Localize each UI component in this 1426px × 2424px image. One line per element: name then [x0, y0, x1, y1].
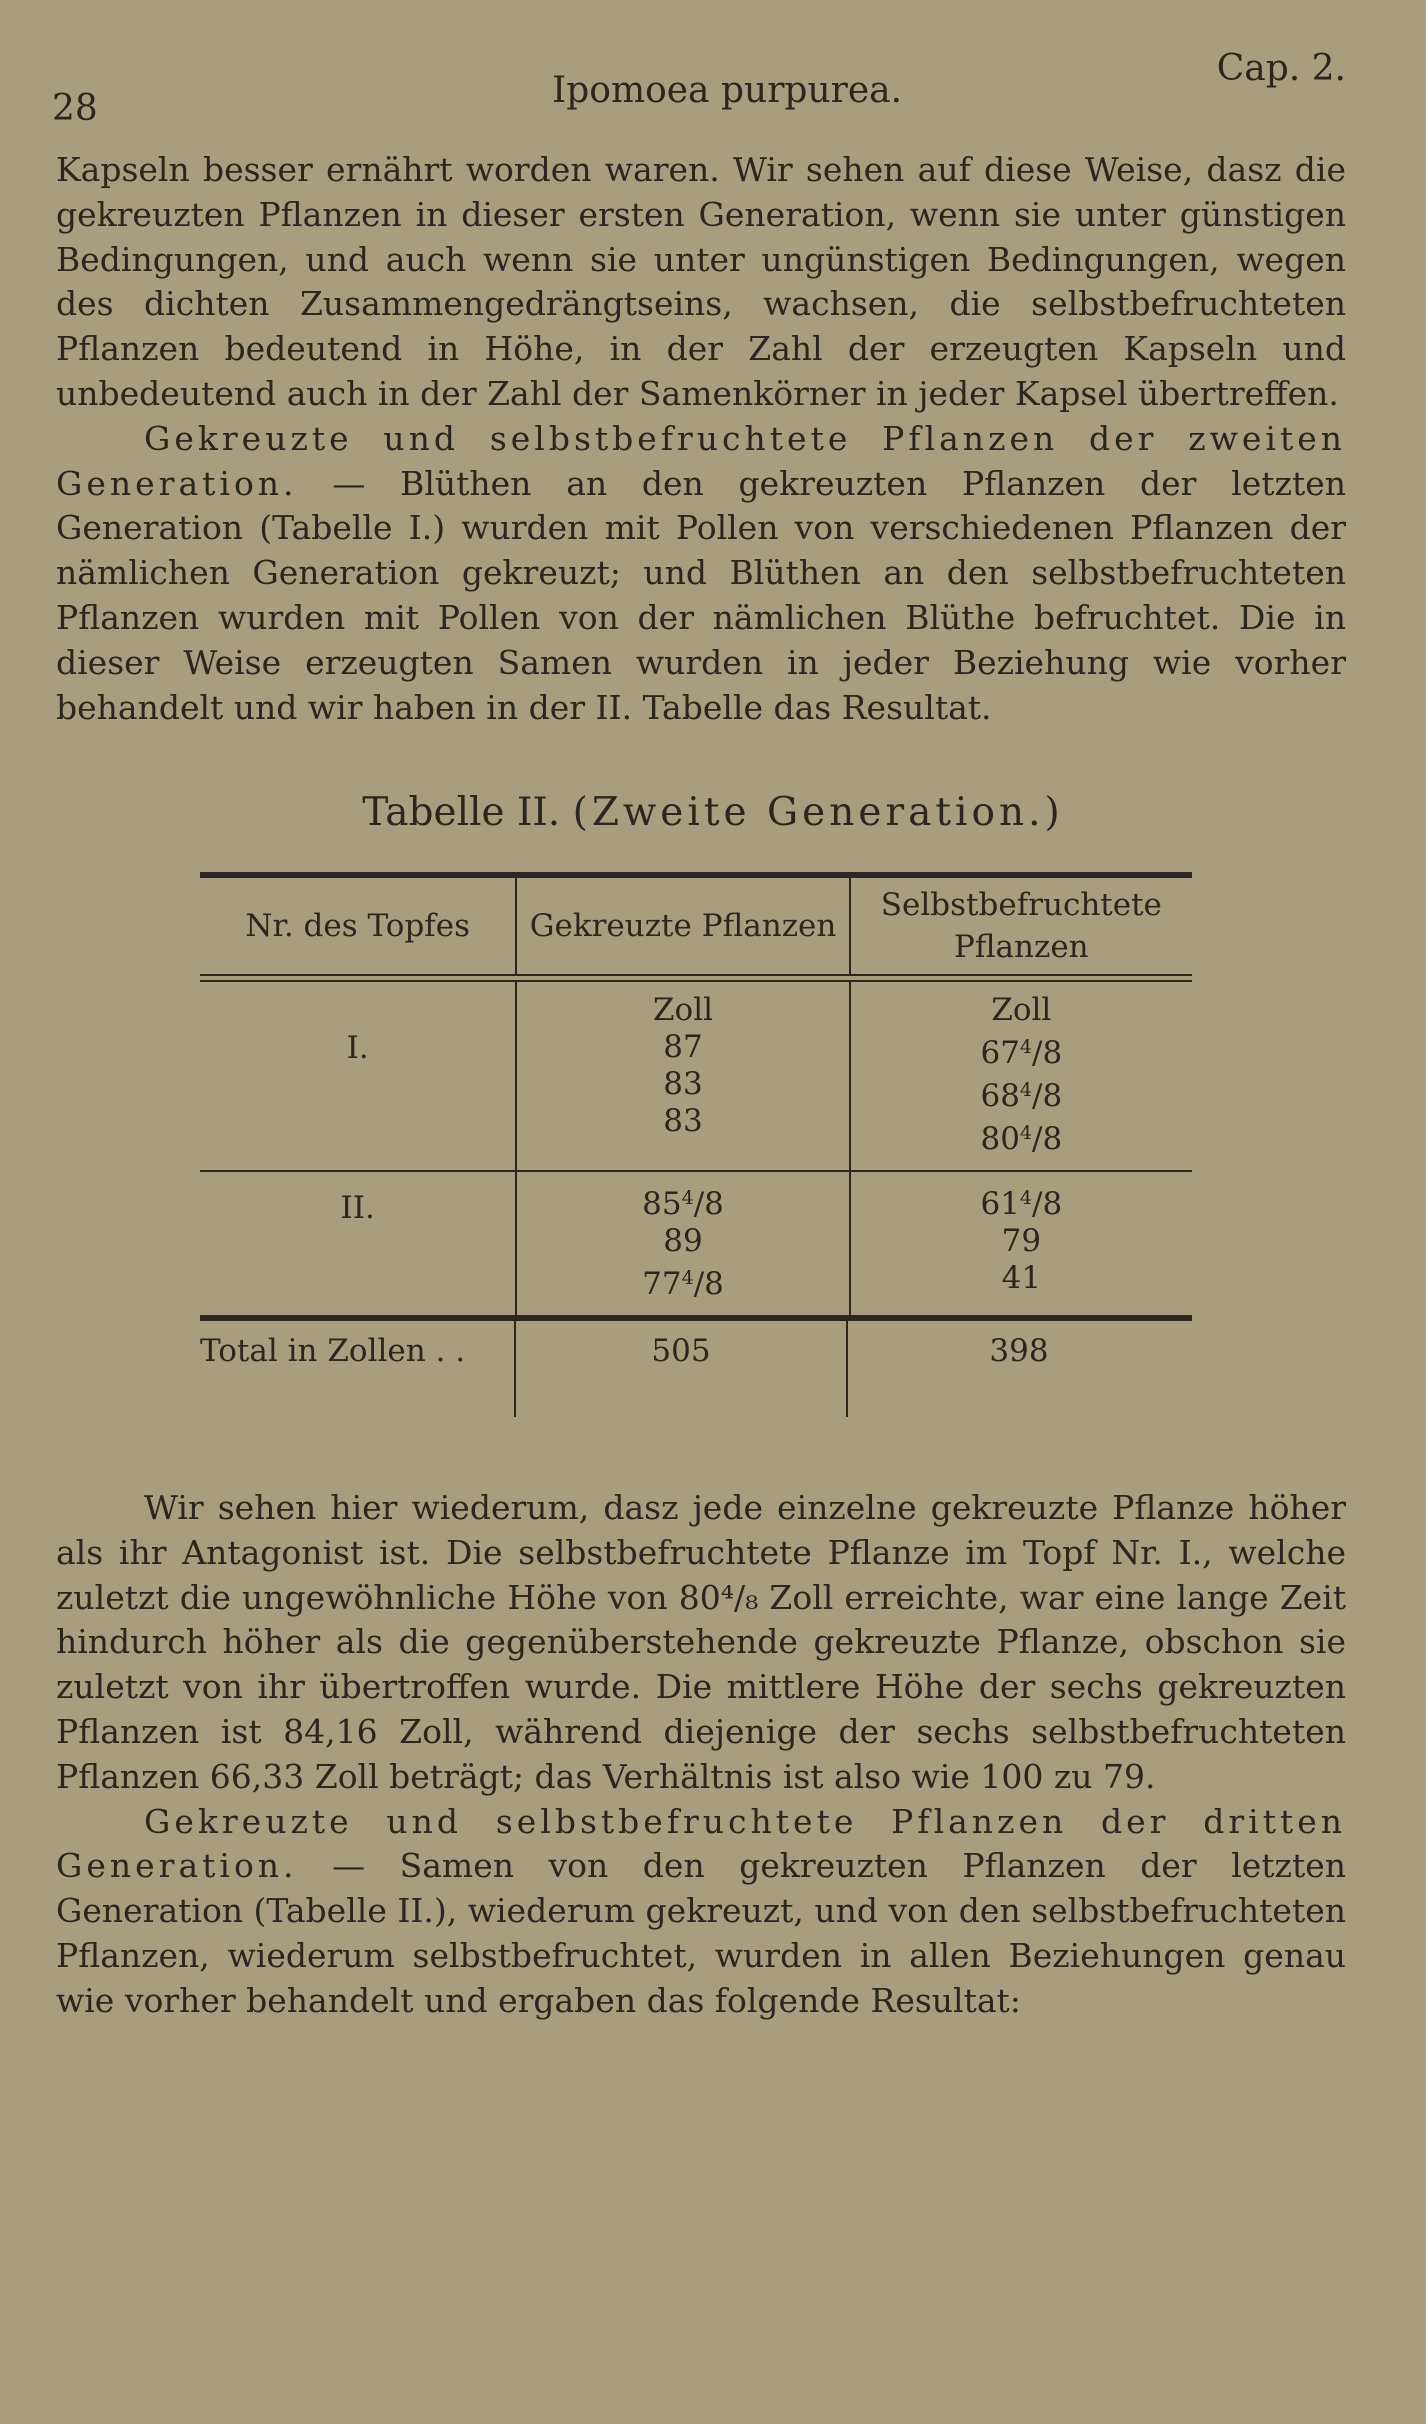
pot-label: II.	[200, 1172, 517, 1315]
table-title	[0, 790, 1426, 835]
value: $61^4/8$	[980, 1186, 1063, 1222]
paragraph-4-body: — Samen von den gekreuzten Pflanzen der letzten Generation (Tabelle II.), wiederum gekreuzt, und von den selbstbefruchteten Pflanzen, wiederum selbstbefruchtet, wurden in allen Beziehungen genau wie vorher behandelt und ergaben das folgende Resultat:	[56, 1846, 1346, 2020]
header-double-rule	[200, 974, 1192, 982]
paragraph-3: Wir sehen hier wiederum, dasz jede einzelne gekreuzte Pflanze höher als ihr Antagonist ist. Die selbstbefruchtete Pflanze im Topf Nr. I., welche zuletzt die ungewöhnliche Höhe von 80⁴/₈ Zoll erreichte, war eine lange Zeit hindurch höher als die gegenüberstehende gekreuzte Pflanze, obschon sie zuletzt von ihr übertroffen wurde. Die mittlere Höhe der sechs gekreuzten Pflanzen ist 84,16 Zoll, während diejenige der sechs selbstbefruchteten Pflanzen 66,33 Zoll beträgt; das Verhältnis ist also wie 100 zu 79.	[56, 1488, 1346, 1796]
total-crossed: 505	[516, 1321, 848, 1417]
text-block-bottom	[56, 1486, 1346, 2024]
total-self: 398	[989, 1333, 1049, 1369]
unit-label: Zoll	[653, 992, 714, 1028]
table-row	[200, 982, 1192, 1170]
value: 89	[663, 1223, 703, 1259]
data-table	[200, 872, 1192, 1417]
paragraph-2-body: — Blüthen an den gekreuzten Pflanzen der letzten Generation (Tabelle I.) wurden mit Pollen von verschiedenen Pflanzen der nämlichen Generation gekreuzt; und Blüthen an den selbstbefruchteten Pflanzen wurden mit Pollen von der nämlichen Blüthe befruchtet. Die in dieser Weise erzeugten Samen wurden in jeder Beziehung wie vorher behandelt und wir haben in der II. Tabelle das Resultat.	[56, 463, 1346, 727]
value: $80^4/8$	[980, 1121, 1063, 1157]
self-cell	[851, 982, 1192, 1170]
header-self: Selbstbefruchtete Pflanzen	[880, 887, 1162, 965]
running-title: Ipomoea purpurea.	[552, 70, 903, 111]
pot-label: I.	[200, 982, 517, 1170]
value: $67^4/8$	[980, 1035, 1063, 1071]
value: $77^4/8$	[642, 1266, 724, 1302]
section-heading-third-generation: Gekreuzte und selbstbefruchtete Pflanzen der dritten Generation.	[56, 1801, 1346, 1886]
total-label: Total in Zollen . .	[200, 1321, 516, 1417]
total-row	[200, 1321, 1192, 1417]
table-title-prefix: Tabelle II.	[362, 790, 561, 835]
self-cell	[851, 1172, 1192, 1315]
crossed-cell	[517, 982, 850, 1170]
chapter-label: Cap. 2.	[1216, 48, 1346, 89]
crossed-cell	[517, 1172, 850, 1315]
value: 79	[1001, 1223, 1042, 1259]
text-block-top	[56, 148, 1346, 730]
table-title-spaced: (Zweite Generation.)	[572, 790, 1064, 835]
section-heading-second-generation: Gekreuzte und selbstbefruchtete Pflanzen der zweiten Generation.	[56, 418, 1346, 503]
value: 87	[663, 1029, 703, 1065]
table-header-row	[200, 878, 1192, 974]
value: 41	[1001, 1260, 1042, 1296]
unit-label: Zoll	[991, 992, 1052, 1028]
paragraph-4	[56, 1800, 1346, 2024]
value: 83	[663, 1103, 703, 1139]
value: 83	[663, 1066, 703, 1102]
value: $68^4/8$	[980, 1078, 1063, 1114]
value: $85^4/8$	[642, 1186, 724, 1222]
header-pot: Nr. des Topfes	[200, 878, 517, 974]
table-row	[200, 1172, 1192, 1315]
header-crossed: Gekreuzte Pflanzen	[517, 878, 850, 974]
paragraph-1: Kapseln besser ernährt worden waren. Wir sehen auf diese Weise, dasz die gekreuzten Pflanzen in dieser ersten Generation, wenn sie unter günstigen Bedingungen, und auch wenn sie unter ungünstigen Bedingungen, wegen des dichten Zusammengedrängtseins, wachsen, die selbstbefruchteten Pflanzen bedeutend in Höhe, in der Zahl der erzeugten Kapseln und unbedeutend auch in der Zahl der Samenkörner in jeder Kapsel übertreffen.	[56, 150, 1346, 413]
page-header	[52, 48, 1346, 129]
page-number: 28	[52, 88, 98, 129]
paragraph-2	[56, 417, 1346, 731]
